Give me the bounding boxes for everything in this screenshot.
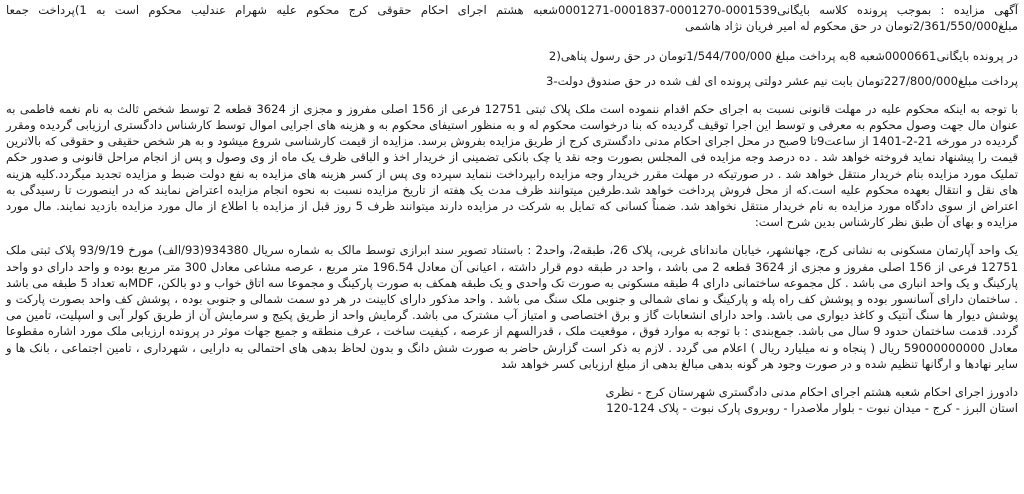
auction-terms-paragraph: با توجه به اینکه محکوم علیه در مهلت قانونی نسبت به اجرای حکم اقدام ننموده است ملک پلاک ثبتی 12751 فرعی از 156 اصلی مفروز و مجزی از 3624 قطعه 2 توسط شخص ثالث به نام نغمه فاطمی به عنوان مال جهت وصول محکوم به معرفی و توسط این اجرا توقیف گردیده که بنا درخواست محکوم له و به منظور استیفای محکوم به و هزینه های اجرایی اموال توسط کارشناس دادگستری ارزیابی گردیده ومقرر گردیده در مورخه 21-2-1401 از ساعت9تا 9صبح در محل اجرای احکام مدنی دادگستری کرج از طریق مزایده بفروش برسد. مزایده از قیمت کارشناسی شروع میشود و به هر شخص حقیقی و حقوقی که بالاترین قیمت را پیشنهاد نماید فروخته خواهد شد . ده درصد وجه مزایده فی المجلس بصورت وجه نقد یا چک بانکی تضمینی از خریدار اخذ و الباقی ظرف یک ماه از وی وصول و پس از انجام مراحل قانونی و صدور حکم تملیک مورد مزایده بنام خریدار منتقل خواهد شد . در صورتیکه در مهلت مقرر خریدار وجه مزایده رابپرداخت ننماید سپرده وی پس از کسر هزینه های مزایده به نفع دولت ضبط و مزایده تجدید میگردد.کلیه هزینه های نقل و انتقال بعهده محکوم علیه است.که از محل فروش پرداخت خواهد شد.طرفین میتوانند ظرف مدت یک هفته از تاریخ مزایده نسبت به نحوه انجام مزایده اعتراض نمایند که در اینصورت تا رسیدگی به اعتراض از سوی دادگاه مورد مزایده به نام خریدار منتقل نخواهد شد. ضمناً کسانی که تمایل به شرکت در مزایده دارند میتوانند ظرف 5 روز قبل از مزایده با اطلاع از مال مورد مزایده بازدید نمایند. مال مورد مزایده و بهای آن طبق نظر کارشناس بدین شرح است: [6,101,1019,230]
notice-item-2: در پرونده بایگانی0000661شعبه 8به پرداخت مبلغ 1/544/700/000تومان در حق رسول پناهی(2 [548,49,1018,64]
signature-line-officer: دادورز اجرای احکام شعبه هشتم اجرای احکام مدنی دادگستری شهرستان کرج - نظری [605,385,1018,400]
property-description-paragraph: یک واحد آپارتمان مسکونی به نشانی کرج، جهانشهر، خیابان ماندانای غربی، پلاک 26، طبقه2، واحد2 : باستناد تصویر سند ابرازی توسط مالک به شماره سریال 934380(93/الف) مورخ 93/9/19 پلاک ثبتی ملک 12751 فرعی از 156 اصلی مفروز و مجزی از 3624 قطعه 2 می باشد ، واحد در طبقه دوم قرار داشته ، اعیانی آن معادل 196.54 متر مربع ، عرصه مشاعی معادل 300 متر مربع بوده و واحد دارای دو واحد پارکینگ و یک واحد انباری می باشد . کل مجموعه ساختمانی دارای 4 طبقه مسکونی به صورت تک واحدی و یک طبقه همکف به صورت پارکینگ و مجموعا سه اتاق خواب و دو بالکن، MDFبه تعداد 5 طبقه می باشد . ساختمان دارای آسانسور بوده و پوشش کف راه پله و پارکینگ و نمای شمالی و جنوبی ملک سنگ می باشد . واحد مذکور دارای کابینت در هر دو سمت شمالی و جنوبی بوده ، پوشش کف واحد بصورت پارکت و پوشش دیوار ها سنگ آنتیک و کاغذ دیواری می باشد. واحد دارای انشعابات گاز و برق اختصاصی و امتیاز آب مشترک می باشد. گرمایش واحد از طریق پکیج و سرمایش آن از طریق کولر آبی و اسپلیت، تامین می گردد. قدمت ساختمان حدود 9 سال می باشد. جمع‌بندی : با توجه به موارد فوق ، موقعیت ملک ، قدرالسهم از عرصه ، کیفیت ساخت ، عرف منطقه و جمیع جهات موثر در پرونده ارزیابی ملک مورد اشاره مقطوعا معادل 59000000000 ریال ( پنجاه و نه میلیارد ریال ) اعلام می گردد . لازم به ذکر است گزارش حاضر به صورت شش دانگ و بدون لحاظ بدهی های احتمالی به دارایی ، شهرداری ، تامین اجتماعی ، بانک ها و سایر نهادها و ارگانها تنظیم شده و در صورت وجود هر گونه بدهی مبالغ بدهی از مبلغ ارزیابی کسر خواهد شد [6,243,1019,371]
notice-item-3: پرداخت مبلغ227/800/000تومان بابت نیم عشر دولتی پرونده ای لف شده در حق صندوق دولت-3 [546,73,1018,88]
signature-line-address: استان البرز - کرج - میدان نبوت - بلوار ملاصدرا - روبروی پارک نبوت - پلاک 124-120 [606,401,1018,416]
notice-intro: آگهی مزایده : بموجب پرونده کلاسه بایگانی0001539-0001270-0001837-0001271شعبه هشتم اجرای احکام حقوقی کرج محکوم علیه شهرام عندلیب محکوم است به 1)پرداخت جمعا مبلغ2/361/550/000تومان در حق محکوم له امیر فریان نژاد هاشمی [6,3,1019,34]
